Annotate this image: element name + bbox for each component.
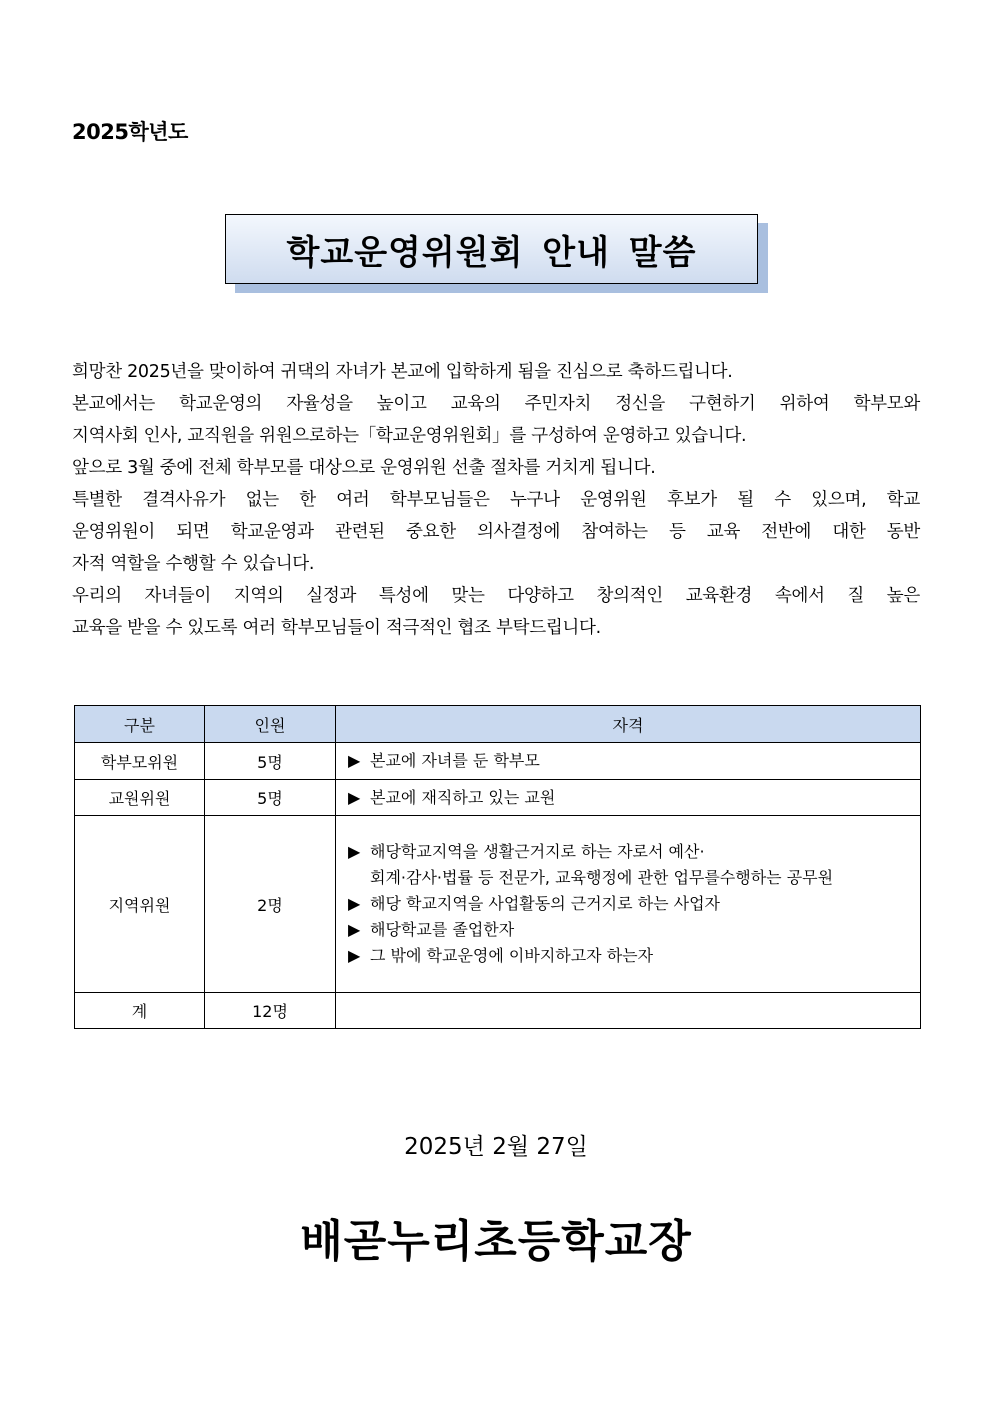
intro-line: 운영위원이 되면 학교운영과 관련된 중요한 의사결정에 참여하는 등 교육 전반에 대한 동반 (72, 522, 920, 542)
qualification-text: 해당학교지역을 생활근거지로 하는 자로서 예산· (370, 842, 705, 861)
table-row (75, 780, 921, 816)
intro-line: 희망찬 2025년을 맞이하여 귀댁의 자녀가 본교에 입학하게 됨을 진심으로 축하드립니다. (72, 362, 733, 382)
qualification-text: 본교에 재직하고 있는 교원 (370, 787, 556, 807)
page-title: 학교운영위원회 안내 말씀 (225, 214, 758, 284)
year-label: 2025학년도 (72, 120, 188, 144)
qualification-item (348, 839, 920, 865)
table-row (75, 816, 921, 993)
qualification-item (348, 785, 920, 811)
intro-paragraph (72, 356, 920, 644)
title-banner (225, 214, 758, 284)
bullet-arrow-icon: ▶ (348, 920, 361, 939)
document-date: 2025년 2월 27일 (404, 1134, 588, 1160)
row-qualifications (336, 816, 921, 993)
bullet-arrow-icon: ▶ (348, 842, 361, 861)
intro-line: 앞으로 3월 중에 전체 학부모를 대상으로 운영위원 선출 절차를 거치게 됩니다. (72, 458, 656, 478)
qualification-item (348, 748, 920, 774)
intro-line: 자적 역할을 수행할 수 있습니다. (72, 554, 315, 574)
bullet-arrow-icon: ▶ (348, 946, 361, 965)
intro-line: 본교에서는 학교운영의 자율성을 높이고 교육의 주민자치 정신을 구현하기 위하여 학부모와 (72, 394, 920, 414)
bullet-arrow-icon: ▶ (348, 787, 361, 807)
intro-line: 특별한 결격사유가 없는 한 여러 학부모님들은 누구나 운영위원 후보가 될 수 있으며, 학교 (72, 490, 920, 510)
row-qualifications (336, 780, 921, 816)
intro-line: 교육을 받을 수 있도록 여러 학부모님들이 적극적인 협조 부탁드립니다. (72, 618, 601, 638)
table-total-row (75, 993, 921, 1029)
committee-table (74, 705, 921, 1029)
row-count: 5명 (205, 743, 336, 780)
qualification-text: 본교에 자녀를 둔 학부모 (370, 751, 540, 770)
qualification-text: 그 밖에 학교운영에 이바지하고자 하는자 (370, 946, 654, 965)
header-category: 구분 (75, 706, 205, 743)
qualification-continuation: 회계·감사·법률 등 전문가, 교육행정에 관한 업무를수행하는 공무원 (370, 868, 834, 887)
row-count: 2명 (205, 816, 336, 993)
row-category: 지역위원 (75, 816, 205, 993)
row-category: 교원위원 (75, 780, 205, 816)
intro-line: 지역사회 인사, 교직원을 위원으로하는「학교운영위원회」를 구성하여 운영하고 있습니다. (72, 426, 747, 446)
qualification-item (348, 917, 920, 943)
table-row (75, 743, 921, 780)
row-qualifications (336, 743, 921, 780)
signer-name: 배곧누리초등학교장 (300, 1216, 692, 1267)
qualification-text: 해당 학교지역을 사업활동의 근거지로 하는 사업자 (370, 894, 721, 913)
header-qualification: 자격 (336, 706, 921, 743)
table-header-row (75, 706, 921, 743)
row-count: 5명 (205, 780, 336, 816)
qualification-item (348, 943, 920, 969)
bullet-arrow-icon: ▶ (348, 894, 361, 913)
header-count: 인원 (205, 706, 336, 743)
qualification-item (348, 891, 920, 917)
total-empty-cell (336, 993, 921, 1029)
total-count: 12명 (205, 993, 336, 1029)
total-category: 계 (75, 993, 205, 1029)
bullet-arrow-icon: ▶ (348, 751, 361, 770)
intro-line: 우리의 자녀들이 지역의 실정과 특성에 맞는 다양하고 창의적인 교육환경 속에서 질 높은 (72, 586, 920, 606)
qualification-text: 해당학교를 졸업한자 (370, 920, 515, 939)
row-category: 학부모위원 (75, 743, 205, 780)
